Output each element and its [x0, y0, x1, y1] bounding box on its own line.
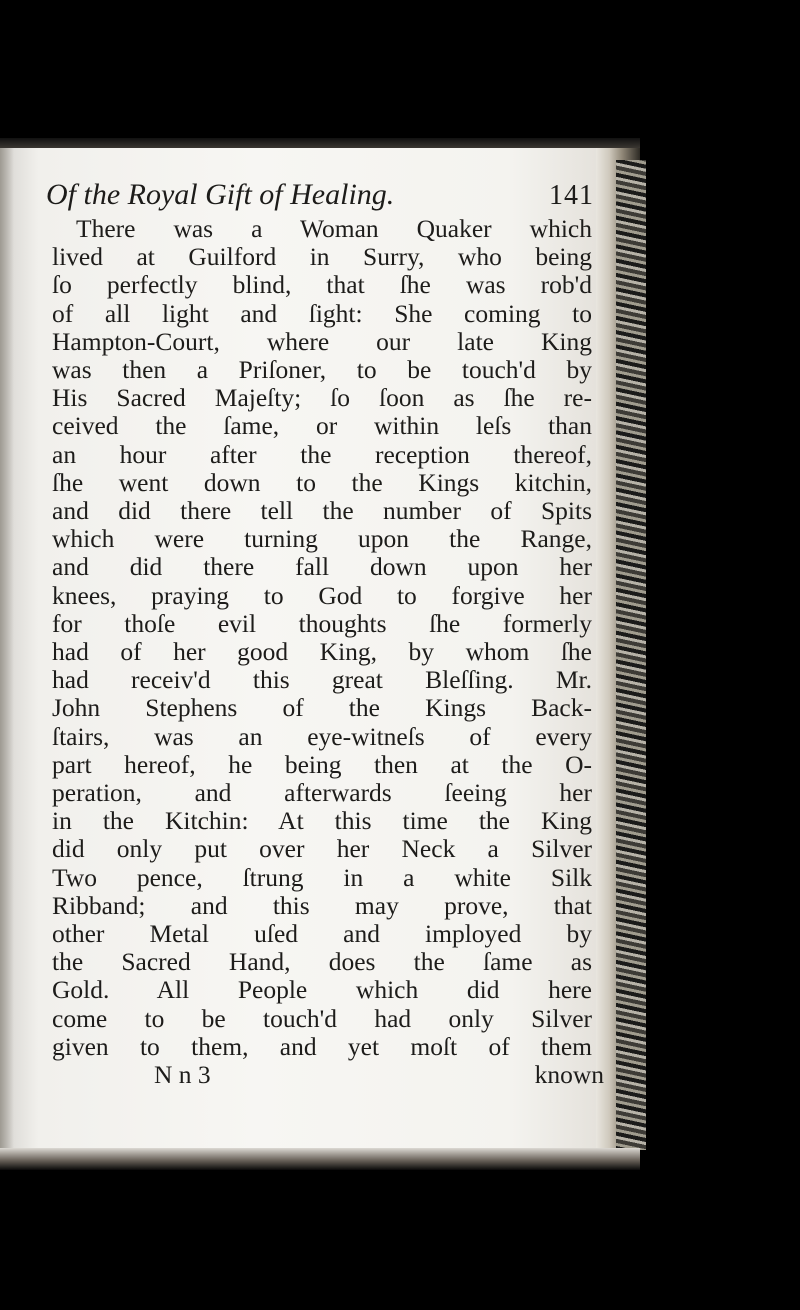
- text-line: ſhe went down to the Kings kitchin,: [52, 467, 592, 497]
- text-line: ſo perfectly blind, that ſhe was rob'd: [52, 270, 592, 300]
- text-line: the Sacred Hand, does the ſame as: [52, 947, 592, 977]
- text-line: ceived the ſame, or within leſs than: [52, 411, 592, 441]
- text-line: for thoſe evil thoughts ſhe formerly: [52, 608, 592, 638]
- marbled-cover-edge: [616, 160, 646, 1150]
- text-line: There was a Woman Quaker which: [76, 214, 592, 243]
- text-line: John Stephens of the Kings Back-: [52, 693, 592, 723]
- text-line: Gold. All People which did here: [52, 975, 592, 1005]
- page-bottom-edge: [0, 1148, 640, 1170]
- gutter-shadow: [0, 148, 14, 1158]
- text-line: knees, praying to God to forgive her: [52, 580, 592, 610]
- text-line: lived at Guilford in Surry, who being: [52, 242, 592, 272]
- text-line: peration, and afterwards ſeeing her: [52, 778, 592, 808]
- text-line: given to them, and yet moſt of them: [52, 1031, 592, 1061]
- signature-mark: N n 3: [154, 1060, 211, 1090]
- running-head-title: Of the Royal Gift of Healing.: [46, 178, 395, 211]
- text-line: which were turning upon the Range,: [52, 524, 592, 554]
- text-line: of all light and ſight: She coming to: [52, 298, 592, 328]
- running-head: [46, 178, 594, 213]
- text-line: come to be touch'd had only Silver: [52, 1003, 592, 1033]
- text-line: and did there fall down upon her: [52, 552, 592, 582]
- text-line: His Sacred Majeſty; ſo ſoon as ſhe re-: [52, 383, 592, 413]
- page-text: [42, 178, 602, 1089]
- page-number: 141: [549, 180, 594, 211]
- text-line: other Metal uſed and imployed by: [52, 919, 592, 949]
- text-line: in the Kitchin: At this time the King: [52, 806, 592, 836]
- text-line: Hampton-Court, where our late King: [52, 326, 592, 356]
- page-footer: [154, 1061, 604, 1089]
- text-line: Two pence, ſtrung in a white Silk: [52, 862, 592, 892]
- text-line: was then a Priſoner, to be touch'd by: [52, 355, 592, 385]
- text-line: part hereof, he being then at the O-: [52, 749, 592, 779]
- text-line: and did there tell the number of Spits: [52, 496, 592, 526]
- text-line: Ribband; and this may prove, that: [52, 890, 592, 920]
- text-line: did only put over her Neck a Silver: [52, 834, 592, 864]
- catchword: known: [534, 1060, 604, 1090]
- text-line: had receiv'd this great Bleſſing. Mr.: [52, 665, 592, 695]
- text-line: an hour after the reception thereof,: [52, 439, 592, 469]
- text-line: ſtairs, was an eye-witneſs of every: [52, 721, 592, 751]
- text-line: had of her good King, by whom ſhe: [52, 637, 592, 667]
